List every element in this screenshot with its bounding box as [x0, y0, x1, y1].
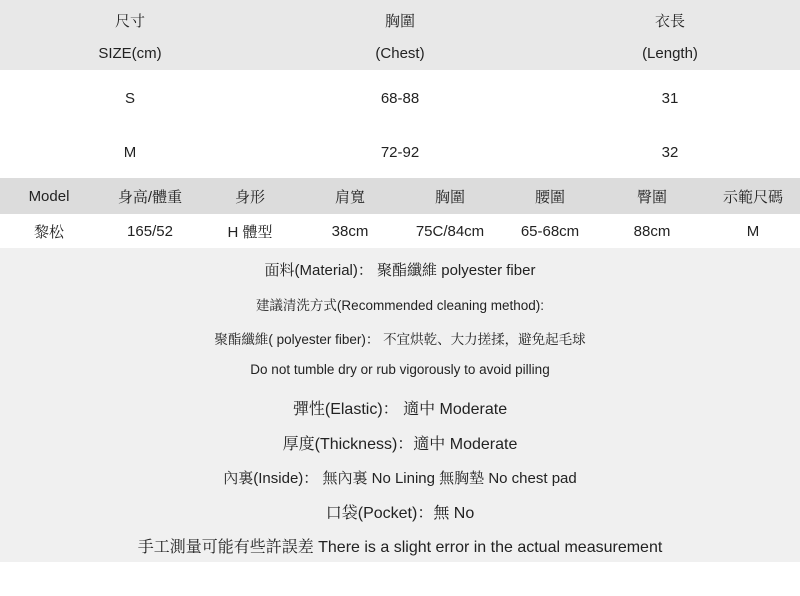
size-header-en: SIZE(cm) [98, 45, 162, 62]
cleaning-note-zh: 聚酯纖維( polyester fiber)： 不宜烘乾、大力搓揉，避免起毛球 [214, 332, 586, 347]
model-table-header [0, 178, 800, 214]
inside-note: 內裏(Inside)： 無內裏 No Lining 無胸墊 No chest pad [223, 470, 577, 487]
length-header-zh: 衣長 [654, 13, 685, 30]
model-header-cell: Model [28, 187, 70, 205]
cleaning-title: 建議清洗方式(Recommended cleaning method): [255, 298, 545, 313]
model-cell: 165/52 [127, 222, 173, 240]
model-table-row [0, 214, 800, 248]
elastic-note: 彈性(Elastic)： 適中 Moderate [292, 401, 508, 418]
model-cell: 75C/84cm [415, 222, 485, 240]
model-cell: 黎松 [33, 223, 64, 241]
material-note: 面料(Material)： 聚酯纖維 polyester fiber [264, 262, 536, 279]
model-header-cell: 腰圍 [534, 188, 565, 206]
model-cell: H 體型 [227, 223, 273, 241]
model-header-cell: 胸圍 [434, 188, 465, 206]
chest-header-zh: 胸圍 [384, 13, 415, 30]
model-cell: 65-68cm [520, 222, 580, 240]
size-header-zh: 尺寸 [114, 13, 145, 30]
pocket-note: 口袋(Pocket)：無 No [325, 505, 475, 522]
model-cell: M [746, 222, 760, 240]
size-cell: M [123, 144, 137, 161]
model-header-cell: 肩寬 [334, 188, 365, 206]
length-header-en: (Length) [642, 45, 698, 62]
size-chart-body [0, 70, 800, 178]
model-header-cell: 身形 [234, 188, 265, 206]
model-cell: 88cm [633, 222, 671, 240]
model-header-cell: 示範尺碼 [722, 188, 783, 206]
length-cell: 32 [661, 144, 679, 161]
thickness-note: 厚度(Thickness)：適中 Moderate [282, 436, 518, 453]
product-notes [0, 248, 800, 562]
chest-header-en: (Chest) [375, 45, 425, 62]
cleaning-note-en: Do not tumble dry or rub vigorously to avoid pilling [250, 362, 550, 377]
model-header-cell: 臀圍 [636, 188, 667, 206]
model-header-cell: 身高/體重 [117, 188, 183, 206]
length-cell: 31 [661, 90, 679, 107]
measurement-error-note: 手工測量可能有些許誤差 There is a slight error in the actual measurement [137, 539, 663, 556]
model-cell: 38cm [331, 222, 369, 240]
size-chart-header [0, 0, 800, 70]
chest-cell: 72-92 [380, 144, 420, 161]
size-cell: S [124, 90, 135, 107]
chest-cell: 68-88 [380, 90, 420, 107]
